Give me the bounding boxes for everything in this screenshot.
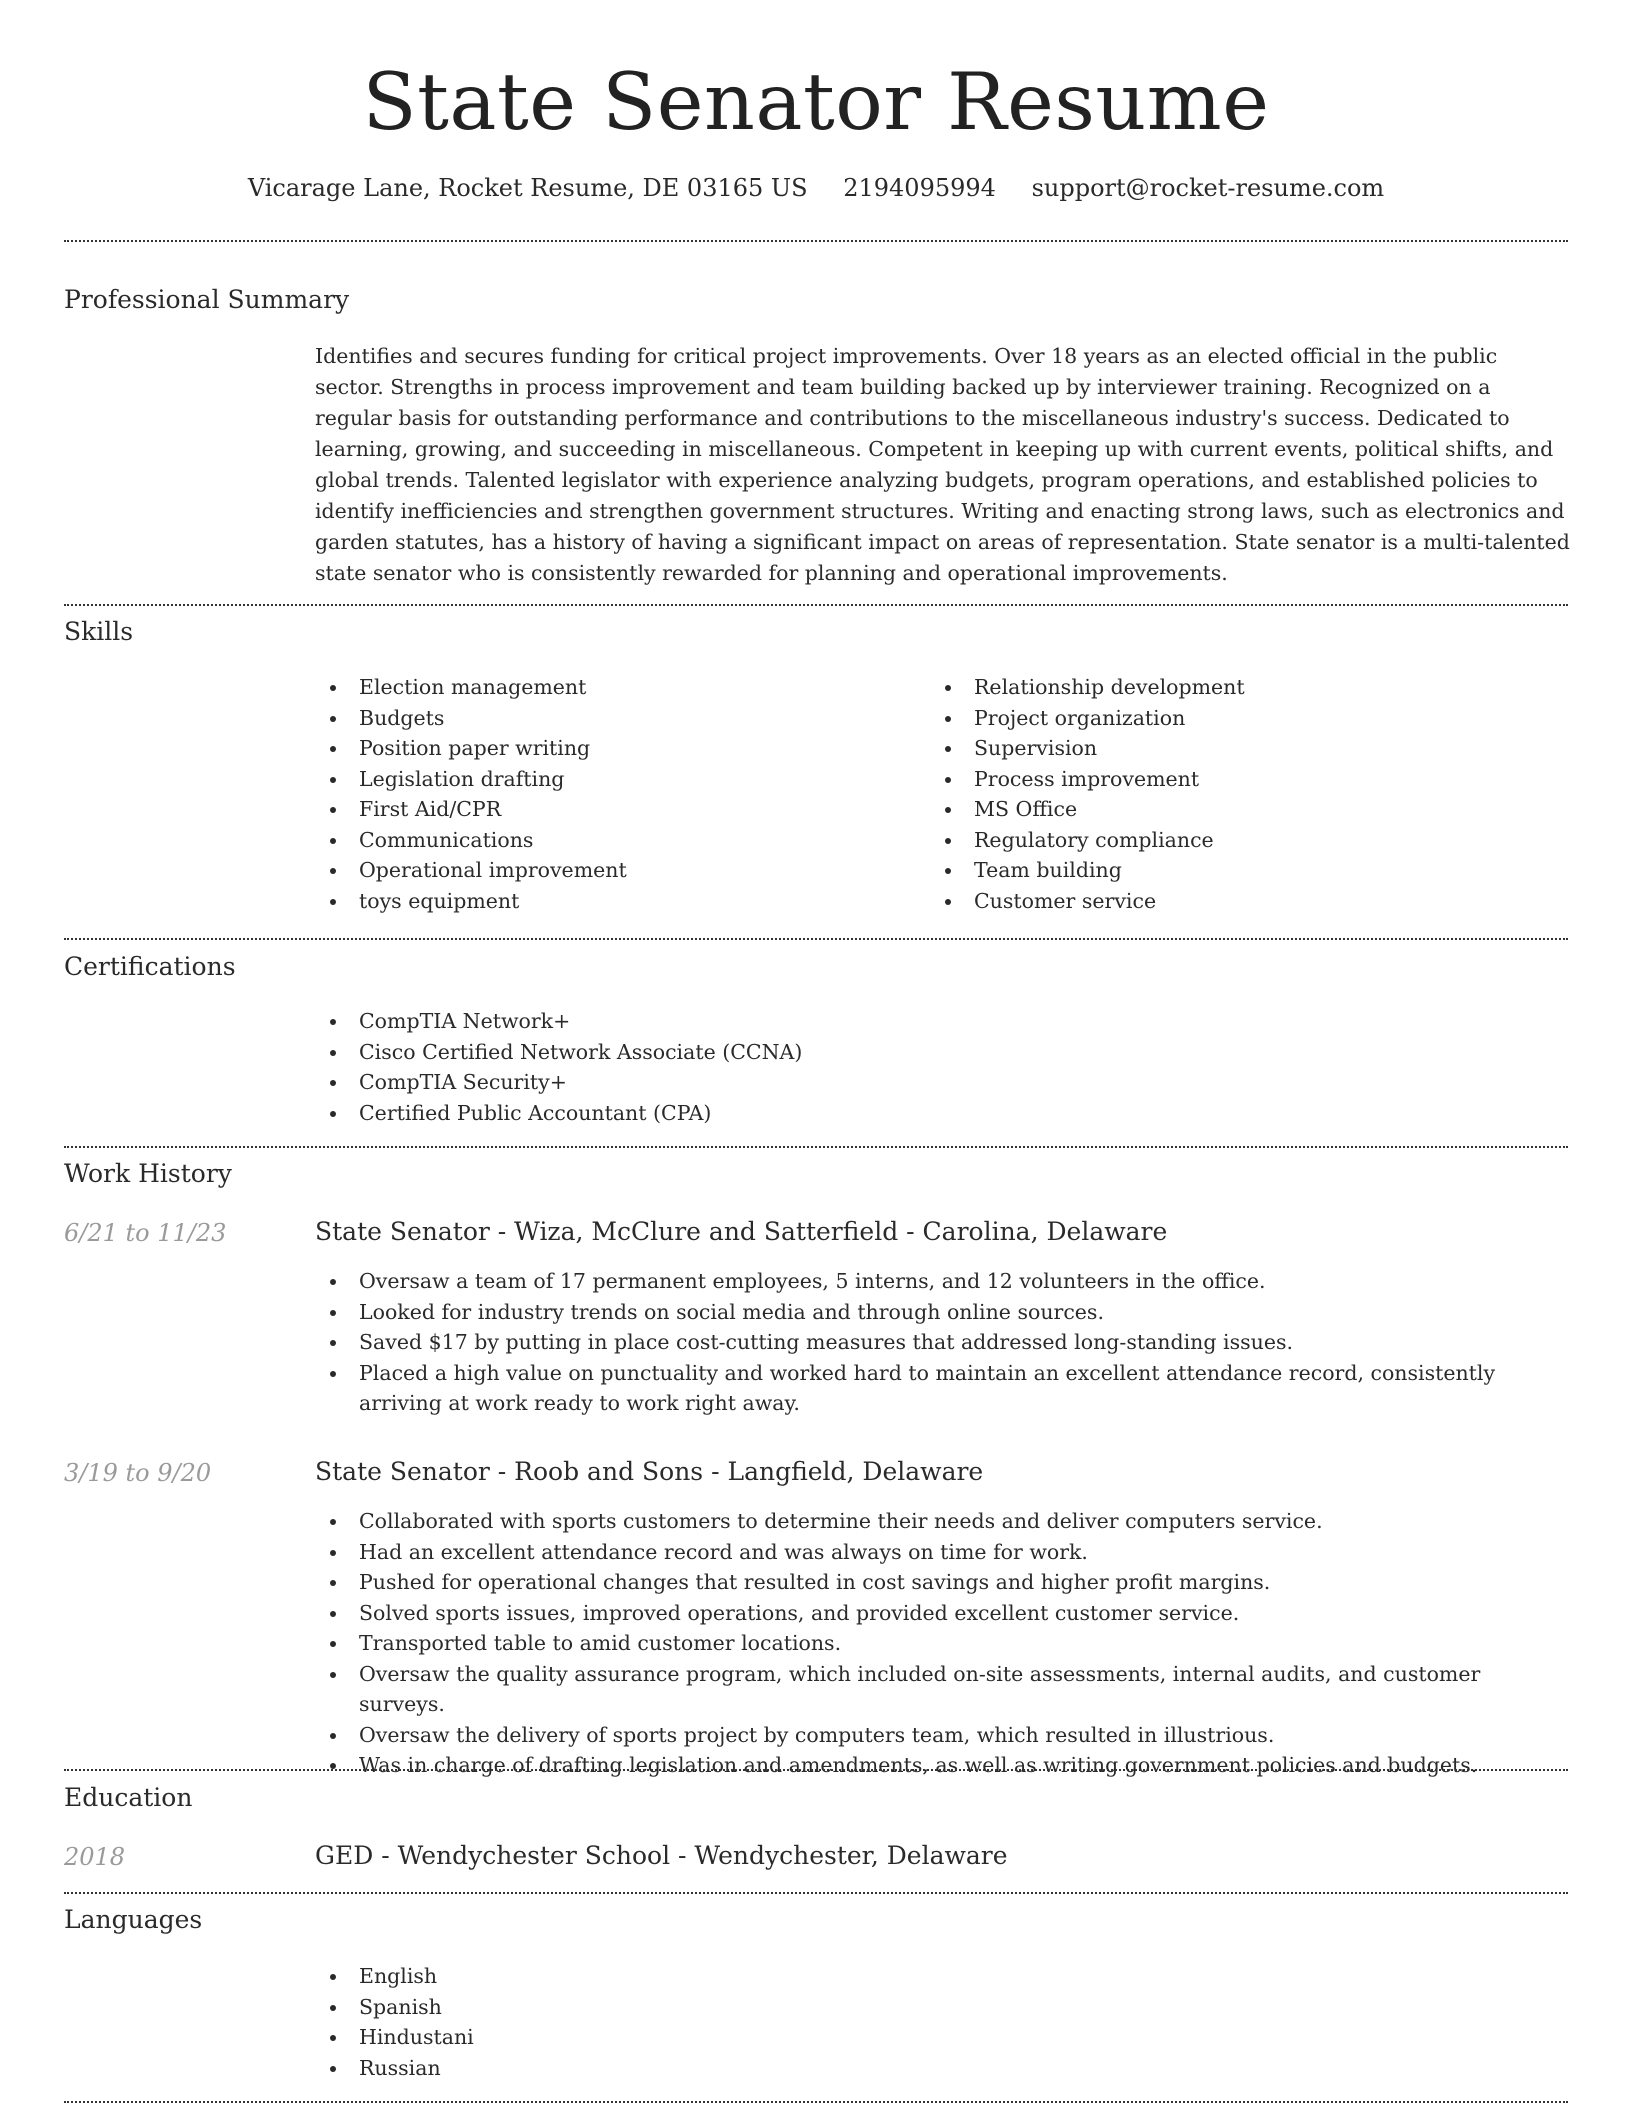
skill-item: Supervision (930, 733, 1530, 764)
job-bullet: Oversaw the quality assurance program, which included on-site assessments, internal audits, and customer surveys. (315, 1659, 1570, 1720)
section-divider (64, 604, 1568, 606)
skills-list-left (315, 672, 915, 916)
job-title: State Senator - Wiza, McClure and Satterfield - Carolina, Delaware (315, 1217, 1168, 1246)
section-divider (64, 1892, 1568, 1894)
skills-list-right (930, 672, 1530, 916)
section-divider (64, 240, 1568, 242)
skill-item: Budgets (315, 703, 915, 734)
section-divider (64, 1146, 1568, 1148)
job-dates: 6/21 to 11/23 (64, 1219, 227, 1247)
job-bullet: Placed a high value on punctuality and worked hard to maintain an excellent attendance record, consistently arriving at work ready to work right away. (315, 1358, 1570, 1419)
skill-item: Relationship development (930, 672, 1530, 703)
job-bullet: Saved $17 by putting in place cost-cutting measures that addressed long-standing issues. (315, 1327, 1570, 1358)
section-heading-certifications: Certifications (64, 952, 236, 981)
job-bullet: Oversaw a team of 17 permanent employees, 5 interns, and 12 volunteers in the office. (315, 1266, 1570, 1297)
job-title: State Senator - Roob and Sons - Langfield, Delaware (315, 1457, 984, 1486)
skill-item: First Aid/CPR (315, 794, 915, 825)
education-year: 2018 (64, 1843, 126, 1871)
job-bullets (315, 1266, 1570, 1419)
skill-item: Customer service (930, 886, 1530, 917)
languages-list (315, 1961, 1565, 2083)
language-item: Hindustani (315, 2022, 1565, 2053)
language-item: Russian (315, 2053, 1565, 2084)
job-bullet: Had an excellent attendance record and was always on time for work. (315, 1537, 1570, 1568)
skill-item: Team building (930, 855, 1530, 886)
skill-item: MS Office (930, 794, 1530, 825)
job-bullet: Looked for industry trends on social media and through online sources. (315, 1297, 1570, 1328)
language-item: English (315, 1961, 1565, 1992)
job-bullet: Was in charge of drafting legislation and amendments, as well as writing government policies and budgets. (315, 1750, 1570, 1781)
language-item: Spanish (315, 1992, 1565, 2023)
summary-text: Identifies and secures funding for critical project improvements. Over 18 years as an elected official in the public sector. Strengths in process improvement and team building backed up by interviewer training. Recognized on a regular basis for outstanding performance and contributions to the miscellaneous industry's success. Dedicated to learning, growing, and succeeding in miscellaneous. Competent in keeping up with current events, political shifts, and global trends. Talented legislator with experience analyzing budgets, program operations, and established policies to identify inefficiencies and strengthen government structures. Writing and enacting strong laws, such as electronics and garden statutes, has a history of having a significant impact on areas of representation. State senator is a multi-talented state senator who is consistently rewarded for planning and operational improvements. (315, 344, 1570, 585)
section-divider (64, 1769, 1568, 1771)
section-heading-work-history: Work History (64, 1159, 232, 1188)
job-dates: 3/19 to 9/20 (64, 1459, 212, 1487)
section-divider (64, 2101, 1568, 2103)
job-bullet: Collaborated with sports customers to determine their needs and deliver computers service. (315, 1506, 1570, 1537)
contact-email: support@rocket-resume.com (1031, 174, 1385, 202)
certification-item: CompTIA Security+ (315, 1067, 1565, 1098)
section-heading-education: Education (64, 1783, 193, 1812)
section-heading-languages: Languages (64, 1905, 203, 1934)
contact-address: Vicarage Lane, Rocket Resume, DE 03165 US (247, 174, 808, 202)
contact-line (0, 170, 1632, 206)
certifications-list (315, 1006, 1565, 1128)
job-bullet: Transported table to amid customer locations. (315, 1628, 1570, 1659)
certification-item: CompTIA Network+ (315, 1006, 1565, 1037)
contact-phone: 2194095994 (843, 174, 996, 202)
skill-item: toys equipment (315, 886, 915, 917)
job-bullet: Solved sports issues, improved operations, and provided excellent customer service. (315, 1598, 1570, 1629)
resume-title: State Senator Resume (362, 56, 1270, 148)
section-heading-skills: Skills (64, 617, 134, 646)
skill-item: Operational improvement (315, 855, 915, 886)
skill-item: Legislation drafting (315, 764, 915, 795)
job-bullet: Oversaw the delivery of sports project by computers team, which resulted in illustrious. (315, 1720, 1570, 1751)
certification-item: Cisco Certified Network Associate (CCNA) (315, 1037, 1565, 1068)
skill-item: Communications (315, 825, 915, 856)
section-divider (64, 938, 1568, 940)
skill-item: Process improvement (930, 764, 1530, 795)
skill-item: Election management (315, 672, 915, 703)
skill-item: Position paper writing (315, 733, 915, 764)
skill-item: Regulatory compliance (930, 825, 1530, 856)
job-bullet: Pushed for operational changes that resulted in cost savings and higher profit margins. (315, 1567, 1570, 1598)
education-entry: GED - Wendychester School - Wendychester, Delaware (315, 1841, 1008, 1870)
section-heading-summary: Professional Summary (64, 285, 350, 314)
skill-item: Project organization (930, 703, 1530, 734)
certification-item: Certified Public Accountant (CPA) (315, 1098, 1565, 1129)
job-bullets (315, 1506, 1570, 1781)
